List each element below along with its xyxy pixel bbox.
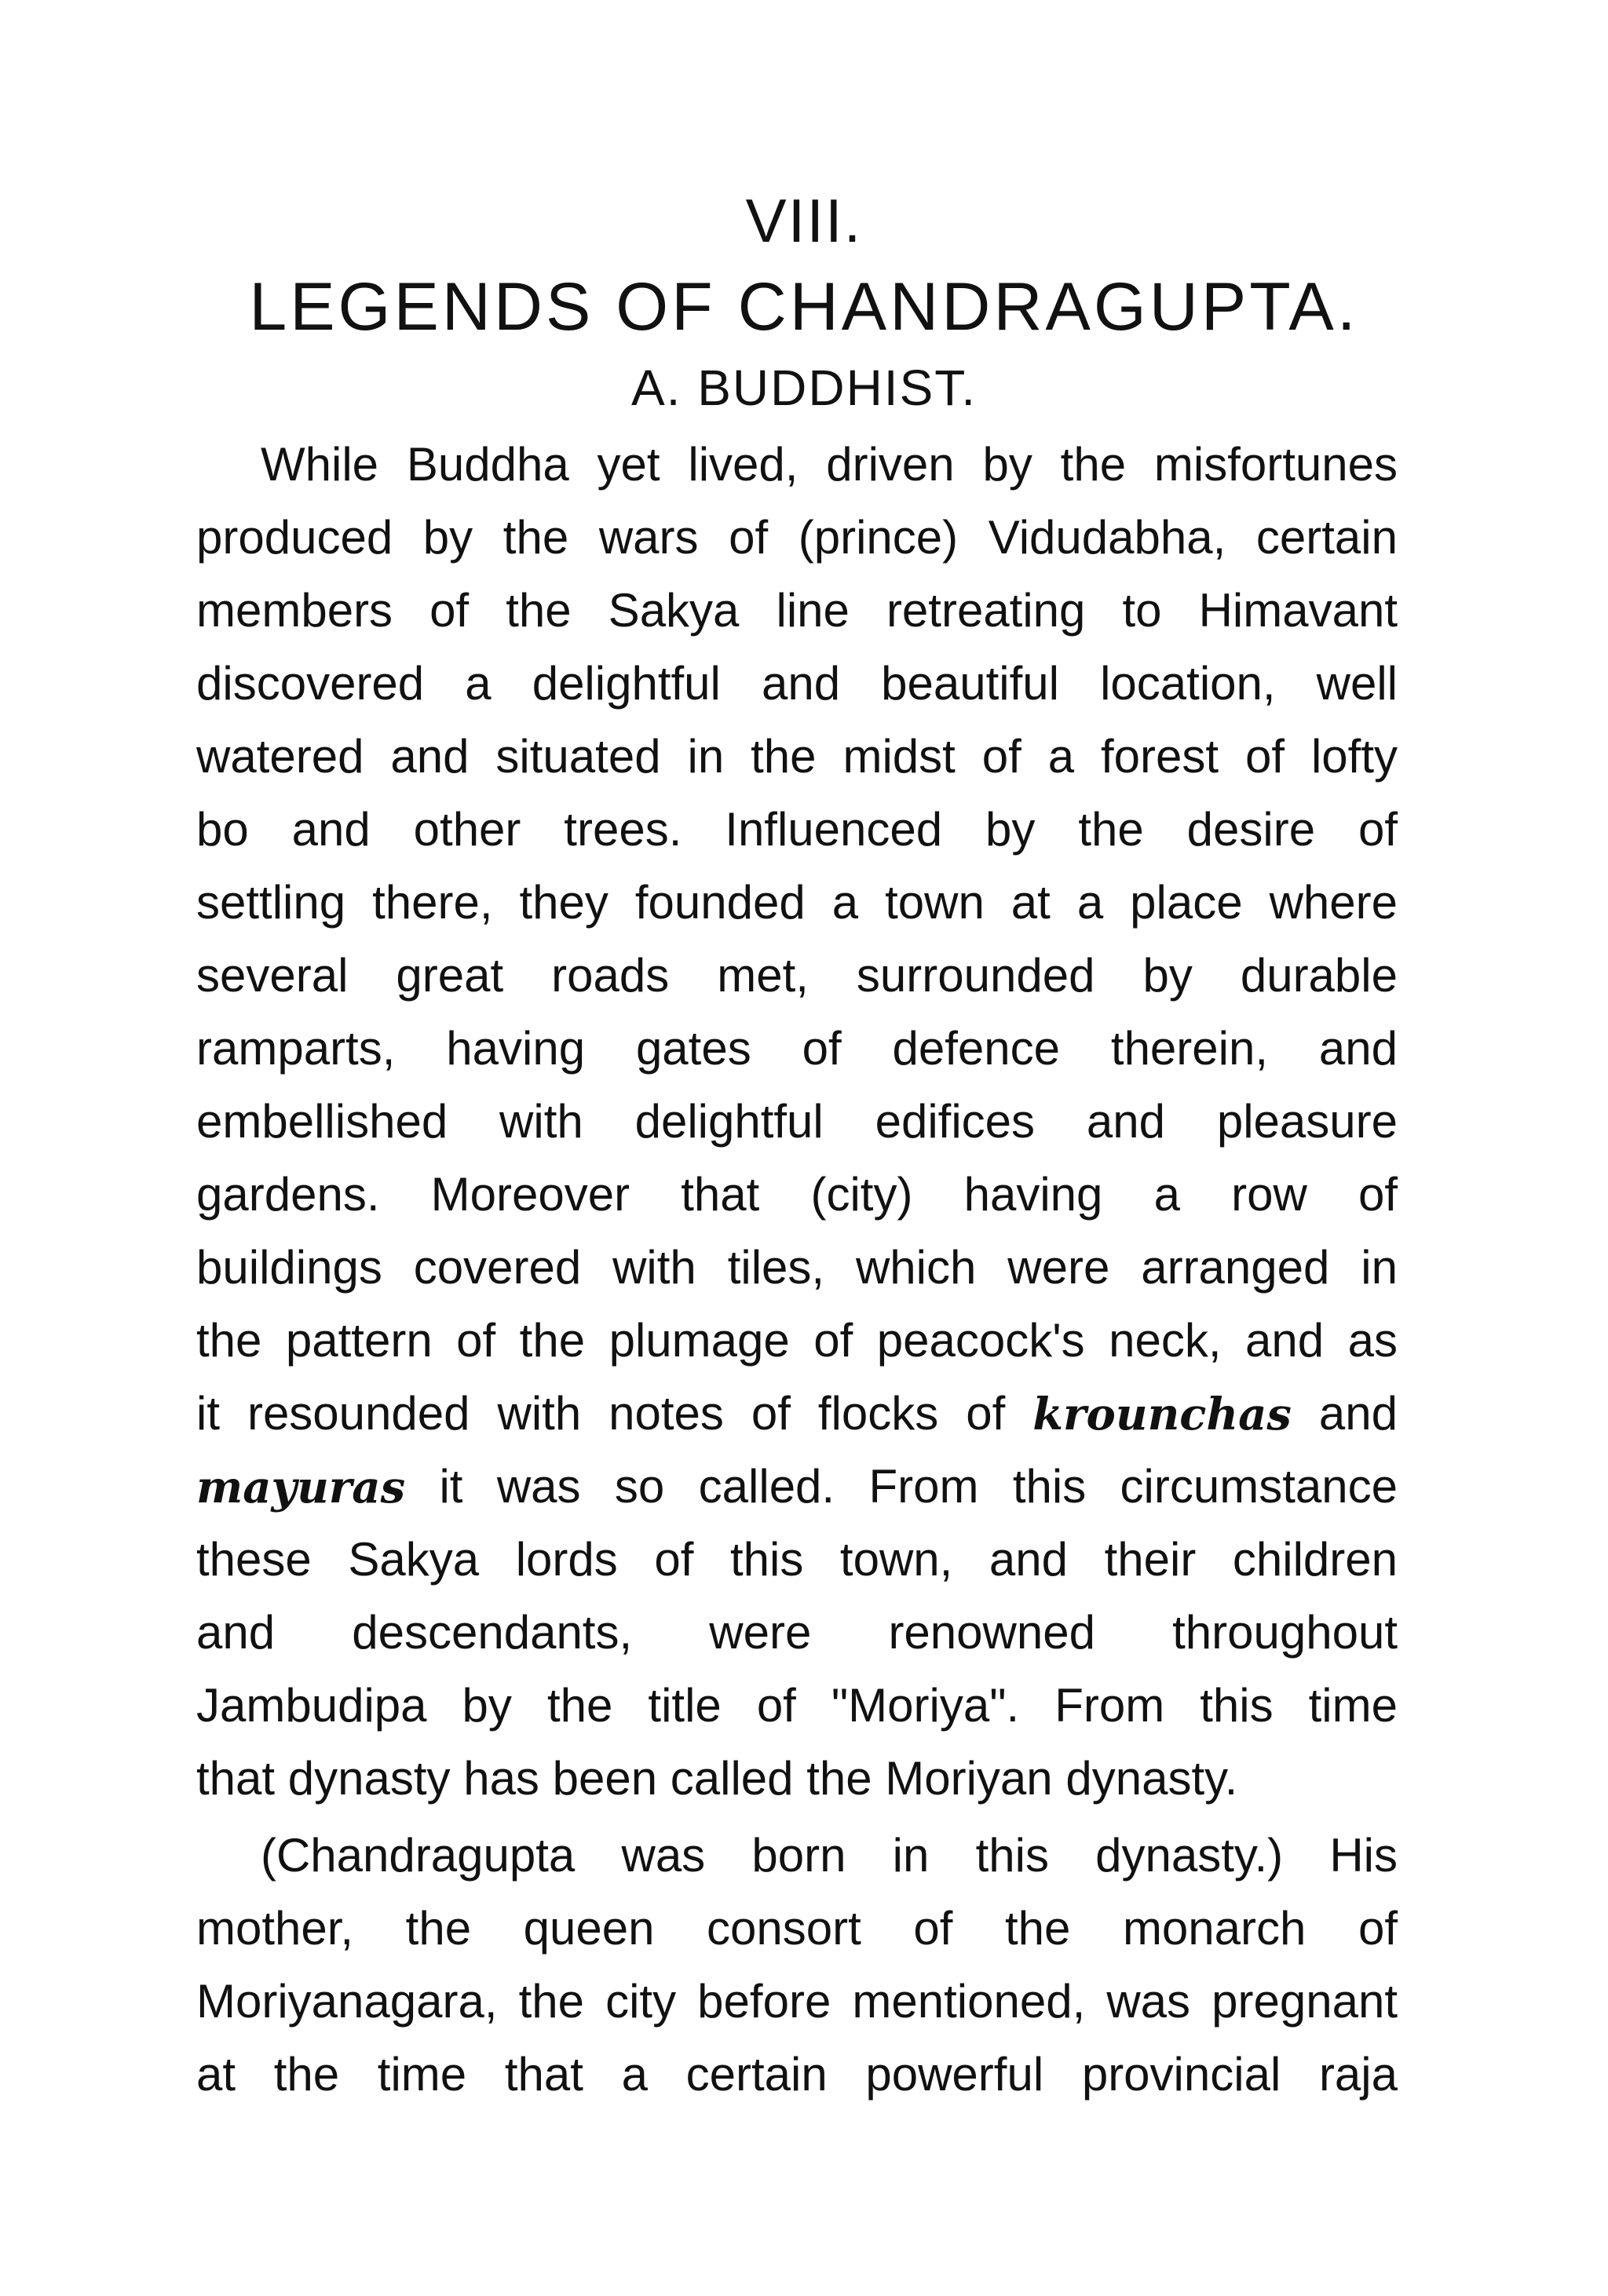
paragraph-1 [196, 428, 1398, 1815]
text-line: at the time that a certain powerful provincial raja [196, 2048, 1398, 2101]
text-line: mother, the queen consort of the monarch of [196, 1902, 1398, 1955]
text-line: produced by the wars of (prince) Vidudabha, certain [196, 511, 1398, 564]
text-line: buildings covered with tiles, which were arranged in [196, 1241, 1398, 1294]
text-line: bo and other trees. Influenced by the desire of [196, 803, 1398, 856]
text-line: and descendants, were renowned throughout [196, 1606, 1398, 1659]
text-segment: it resounded with notes of flocks of [196, 1387, 1033, 1440]
text-line: these Sakya lords of this town, and their children [196, 1533, 1398, 1586]
italic-term: krounchas [1032, 1389, 1292, 1440]
section-title: A. BUDDHIST. [630, 360, 978, 416]
text-line: members of the Sakya line retreating to Himavant [196, 584, 1398, 637]
italic-term: mayuras [196, 1462, 406, 1513]
text-line: ramparts, having gates of defence therein, and [196, 1022, 1398, 1075]
chapter-title: LEGENDS OF CHANDRAGUPTA. [249, 269, 1359, 345]
text-line: the pattern of the plumage of peacock's neck, and as [196, 1314, 1398, 1367]
body-text [196, 428, 1398, 2111]
paragraph-2 [196, 1819, 1398, 2111]
text-line: discovered a delightful and beautiful location, well [196, 657, 1398, 710]
text-line: several great roads met, surrounded by durable [196, 949, 1398, 1002]
text-line: that dynasty has been called the Moriyan dynasty. [196, 1752, 1238, 1805]
text-segment: it was so called. From this circumstance [405, 1460, 1398, 1513]
text-line: Jambudipa by the title of "Moriya". From this time [196, 1679, 1398, 1732]
text-line-with-term [196, 1377, 1398, 1450]
text-line: Moriyanagara, the city before mentioned, was pregnant [196, 1975, 1398, 2028]
text-line: settling there, they founded a town at a place where [196, 876, 1398, 929]
text-line: watered and situated in the midst of a forest of lofty [196, 730, 1398, 783]
text-line: gardens. Moreover that (city) having a row of [196, 1168, 1398, 1221]
text-line: (Chandragupta was born in this dynasty.) His [261, 1829, 1398, 1882]
text-line: embellished with delightful edifices and pleasure [196, 1095, 1398, 1148]
text-line-with-term [196, 1450, 1398, 1523]
text-line: While Buddha yet lived, driven by the misfortunes [261, 438, 1398, 491]
chapter-number: VIII. [745, 186, 863, 255]
text-segment: and [1291, 1387, 1398, 1440]
